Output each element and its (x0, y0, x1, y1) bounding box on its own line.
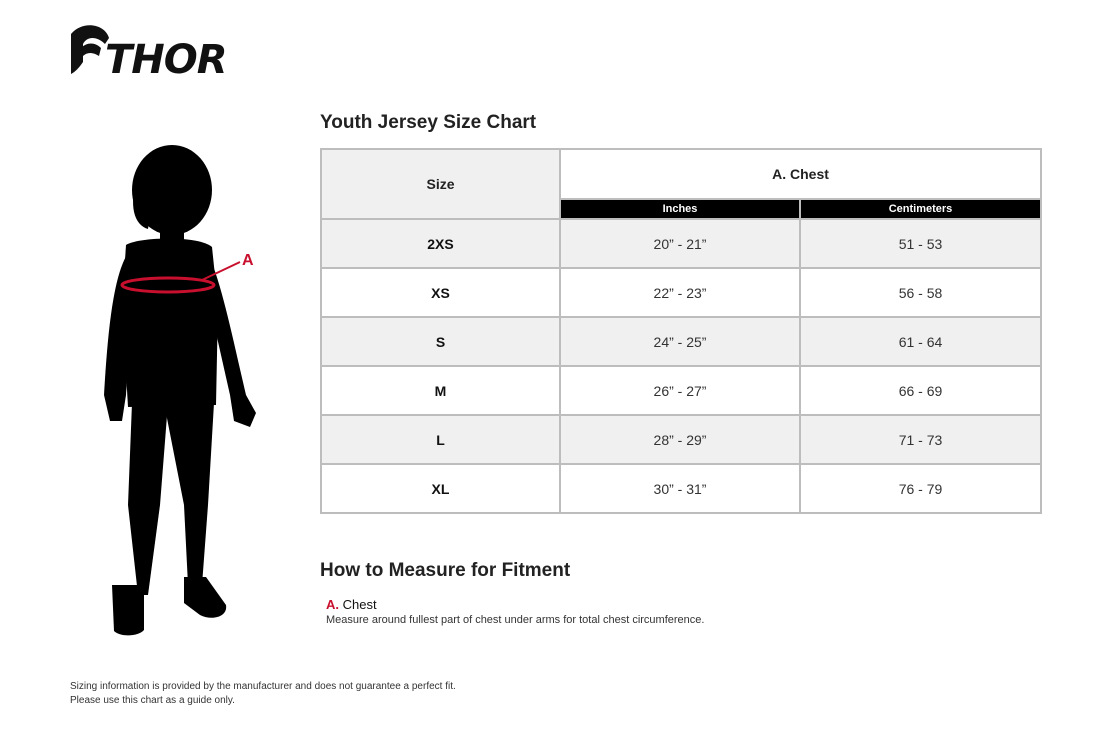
size-cell: 2XS (321, 219, 560, 268)
header-centimeters: Centimeters (800, 199, 1041, 219)
cm-cell: 66 - 69 (800, 366, 1041, 415)
table-row (321, 219, 1041, 268)
inches-cell: 26” - 27” (560, 366, 800, 415)
table-row (321, 317, 1041, 366)
chest-marker-label: A (242, 252, 254, 269)
size-chart-table (320, 148, 1042, 514)
inches-cell: 28” - 29” (560, 415, 800, 464)
size-cell: M (321, 366, 560, 415)
table-row (321, 415, 1041, 464)
inches-cell: 24” - 25” (560, 317, 800, 366)
chart-title: Youth Jersey Size Chart (320, 112, 537, 133)
measure-item-chest (326, 597, 377, 612)
table-row (321, 366, 1041, 415)
table-row (321, 464, 1041, 513)
inches-cell: 30” - 31” (560, 464, 800, 513)
measure-item-letter: A. (326, 597, 339, 612)
measure-item-name: Chest (342, 597, 377, 612)
cm-cell: 71 - 73 (800, 415, 1041, 464)
size-cell: S (321, 317, 560, 366)
thor-logo (69, 22, 244, 82)
size-cell: XL (321, 464, 560, 513)
inches-cell: 20” - 21” (560, 219, 800, 268)
size-cell: L (321, 415, 560, 464)
header-chest: A. Chest (560, 149, 1041, 199)
disclaimer-line-1: Sizing information is provided by the manufacturer and does not guarantee a perfect fit. (70, 681, 456, 692)
table-row (321, 268, 1041, 317)
disclaimer (70, 680, 456, 708)
disclaimer-line-2: Please use this chart as a guide only. (70, 695, 235, 706)
cm-cell: 56 - 58 (800, 268, 1041, 317)
brand-name: THOR (105, 37, 227, 82)
cm-cell: 61 - 64 (800, 317, 1041, 366)
header-inches: Inches (560, 199, 800, 219)
measure-item-description: Measure around fullest part of chest under arms for total chest circumference. (326, 614, 705, 626)
cm-cell: 51 - 53 (800, 219, 1041, 268)
measure-section-title: How to Measure for Fitment (320, 560, 571, 581)
header-size: Size (321, 149, 560, 219)
size-cell: XS (321, 268, 560, 317)
cm-cell: 76 - 79 (800, 464, 1041, 513)
child-silhouette (98, 145, 268, 645)
inches-cell: 22” - 23” (560, 268, 800, 317)
